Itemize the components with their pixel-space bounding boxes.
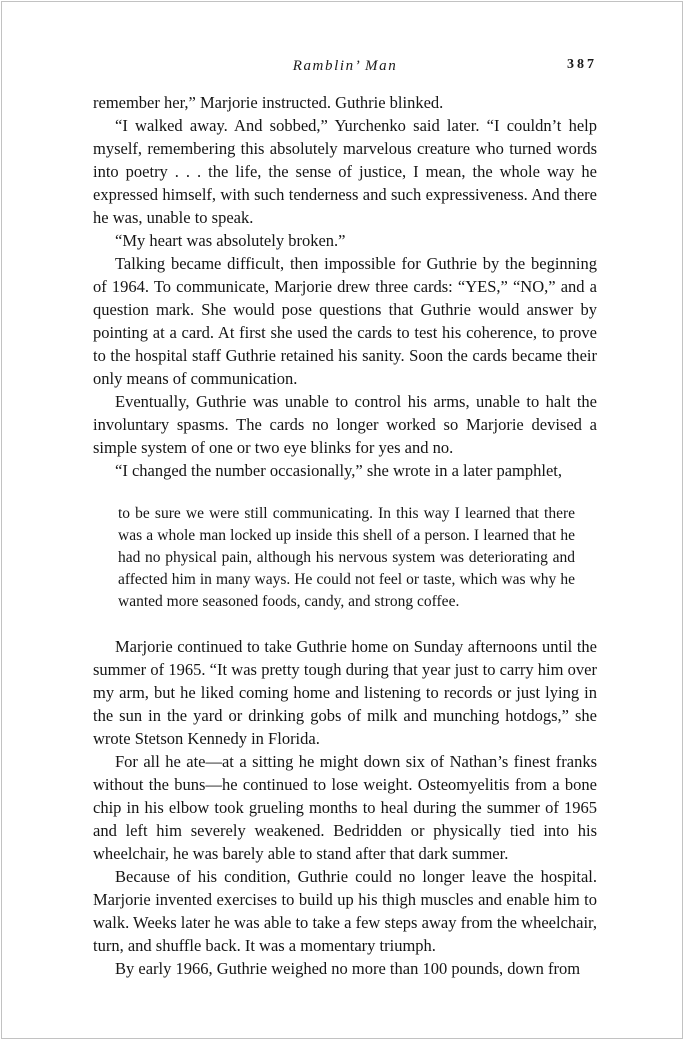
page-content (93, 57, 597, 980)
body-paragraph: By early 1966, Guthrie weighed no more than 100 pounds, down from (115, 959, 581, 978)
running-header (93, 57, 597, 75)
body-paragraph: remember her,” Marjorie instructed. Guthrie blinked. (93, 93, 444, 112)
block-quote-extract: to be sure we were still communicating. In this way I learned that there was a whole man locked up inside this shell of a person. I learned that he had no physical pain, although his nervous system was deteriorating and affected him in many ways. He could not feel or taste, which was why he wanted more seasoned foods, candy, and strong coffee. (118, 505, 575, 610)
body-paragraph: Eventually, Guthrie was unable to control his arms, unable to halt the involuntary spasms. The cards no longer worked so Marjorie devised a simple system of one or two eye blinks for yes and no. (93, 392, 597, 457)
body-paragraph: “My heart was absolutely broken.” (115, 231, 346, 250)
body-paragraph: “I walked away. And sobbed,” Yurchenko said later. “I couldn’t help myself, remembering this absolutely marvelous creature who turned words into poetry . . . the life, the sense of justice, I mean, the whole way he expressed himself, with such tenderness and such expressiveness. And there he was, unable to speak. (93, 116, 597, 227)
body-paragraph: Marjorie continued to take Guthrie home on Sunday afternoons until the summer of 1965. “It was pretty tough during that year just to carry him over my arm, but he liked coming home and listening to records or just lying in the sun in the yard or drinking gobs of milk and munching hotdogs,” she wrote Stetson Kennedy in Florida. (93, 637, 597, 748)
body-paragraph: For all he ate—at a sitting he might down six of Nathan’s finest franks without the buns—he continued to lose weight. Osteomyelitis from a bone chip in his elbow took grueling months to heal during the summer of 1965 and left him severely weakened. Bedridden or physically tied into his wheelchair, he was barely able to stand after that dark summer. (93, 752, 597, 863)
body-paragraph: “I changed the number occasionally,” she wrote in a later pamphlet, (115, 461, 562, 480)
running-header-title: Ramblin’ Man (292, 58, 398, 74)
page-number: 387 (567, 57, 597, 72)
body-paragraph: Talking became difficult, then impossible for Guthrie by the beginning of 1964. To communicate, Marjorie drew three cards: “YES,” “NO,” and a question mark. She would pose questions that Guthrie would answer by pointing at a card. At first she used the cards to test his coherence, to prove to the hospital staff Guthrie retained his sanity. Soon the cards became their only means of communication. (93, 254, 597, 388)
body-paragraph: Because of his condition, Guthrie could no longer leave the hospital. Marjorie invented exercises to build up his thigh muscles and enable him to walk. Weeks later he was able to take a few steps away from the wheelchair, turn, and shuffle back. It was a momentary triumph. (93, 867, 597, 955)
body-text-column (93, 91, 597, 980)
